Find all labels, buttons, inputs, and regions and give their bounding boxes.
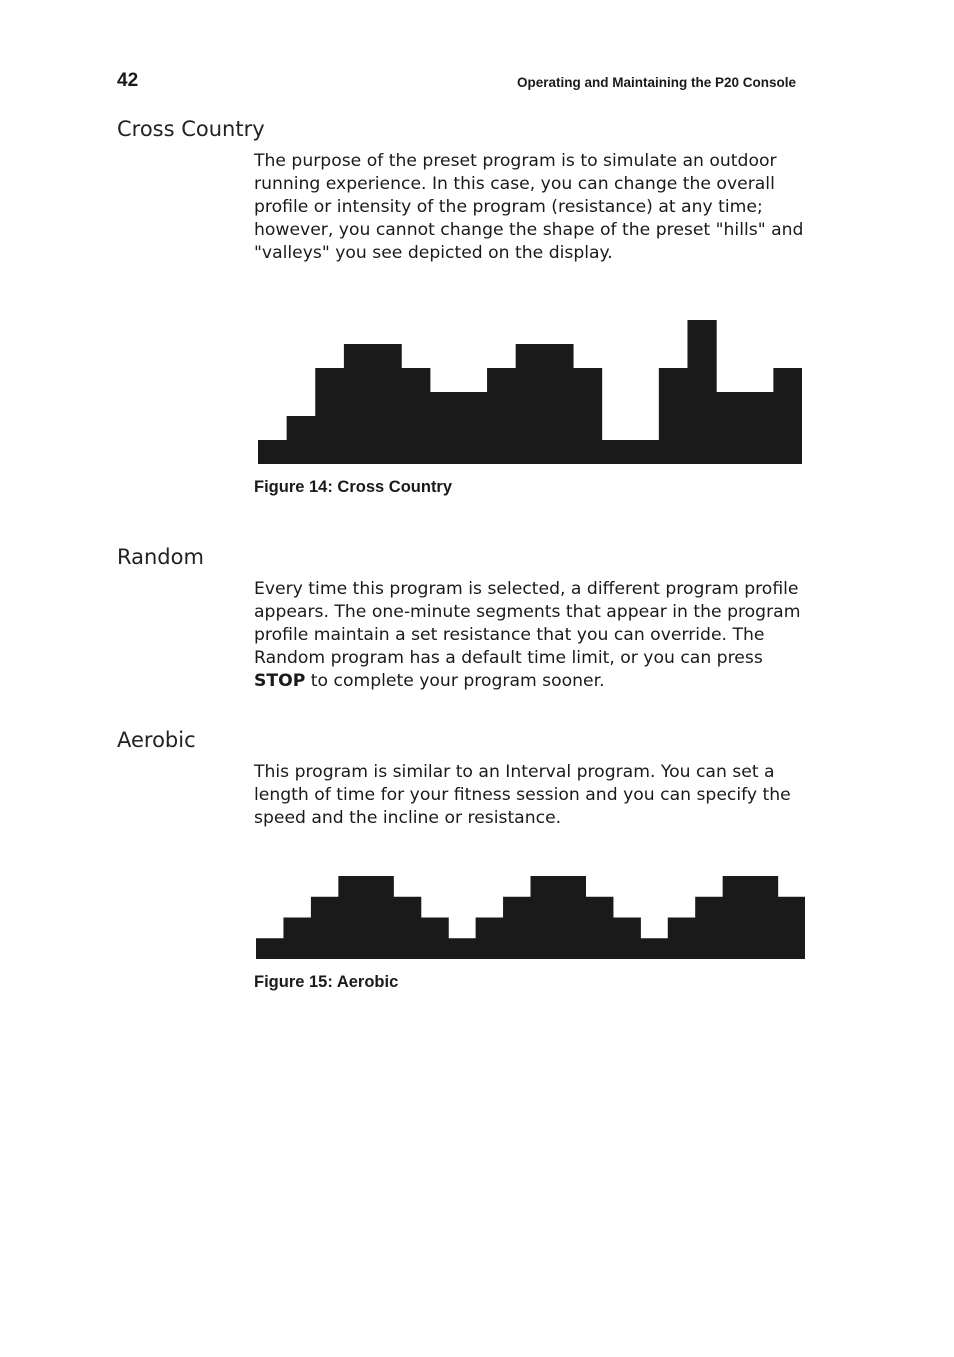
aerobic-bar-15 (640, 938, 668, 959)
cross-country-bar-16 (687, 320, 716, 464)
aerobic-bar-1 (256, 938, 284, 959)
aerobic-bar-5 (366, 876, 394, 959)
aerobic-bar-19 (750, 876, 778, 959)
aerobic-bar-9 (476, 918, 504, 960)
aerobic-bar-16 (668, 918, 696, 960)
cross-country-bar-12 (573, 368, 602, 464)
cross-country-bar-15 (659, 368, 688, 464)
cross-country-bar-3 (315, 368, 344, 464)
cross-country-bar-5 (373, 344, 402, 464)
stop-key-label: STOP (254, 671, 306, 691)
aerobic-bar-7 (421, 918, 449, 960)
cross-country-bar-8 (458, 392, 487, 464)
cross-country-bar-10 (516, 344, 545, 464)
aerobic-bar-13 (585, 897, 613, 959)
aerobic-bar-8 (448, 938, 476, 959)
running-header: Operating and Maintaining the P20 Console (516, 75, 796, 90)
aerobic-bar-17 (695, 897, 723, 959)
aerobic-paragraph: This program is similar to an Interval program. You can set a length of time for your fitness session and you can specify the speed and the incline or resistance. (254, 762, 791, 828)
cross-country-bar-2 (287, 416, 316, 464)
cross-country-bar-4 (344, 344, 373, 464)
cross-country-bar-7 (430, 392, 459, 464)
figure-14-caption: Figure 14: Cross Country (254, 478, 453, 496)
random-paragraph-text-end: to complete your program sooner. (305, 671, 605, 691)
aerobic-profile-chart (256, 876, 805, 959)
aerobic-bar-18 (723, 876, 751, 959)
figure-15-caption: Figure 15: Aerobic (254, 973, 399, 991)
aerobic-bar-4 (338, 876, 366, 959)
cross-country-bar-6 (401, 368, 430, 464)
aerobic-bar-10 (503, 897, 531, 959)
aerobic-bar-20 (778, 897, 805, 959)
aerobic-bar-6 (393, 897, 421, 959)
aerobic-bar-3 (311, 897, 339, 959)
aerobic-bar-11 (531, 876, 559, 959)
section-heading-random: Random (117, 545, 204, 569)
section-heading-cross-country: Cross Country (117, 117, 265, 141)
cross-country-bar-9 (487, 368, 516, 464)
cross-country-bar-11 (544, 344, 573, 464)
cross-country-paragraph: The purpose of the preset program is to simulate an outdoor running experience. In this case, you can change the overall profile or intensity of the program (resistance) at any time; however, you cannot change the shape of the preset "hills" and "valleys" you see depicted on the display. (254, 151, 804, 263)
random-paragraph-text: Every time this program is selected, a different program profile appears. The one-minute segments that appear in the program profile maintain a set resistance that you can override. The Random program has a default time limit, or you can press (254, 579, 801, 668)
aerobic-bar-12 (558, 876, 586, 959)
cross-country-bar-1 (258, 440, 287, 464)
cross-country-bar-17 (716, 392, 745, 464)
page-number: 42 (117, 70, 139, 91)
cross-country-bar-13 (602, 440, 631, 464)
cross-country-bar-19 (773, 368, 802, 464)
section-heading-aerobic: Aerobic (117, 728, 196, 752)
cross-country-bar-18 (745, 392, 774, 464)
cross-country-profile-chart (258, 320, 802, 464)
cross-country-bar-14 (630, 440, 659, 464)
aerobic-bar-14 (613, 918, 641, 960)
aerobic-bar-2 (283, 918, 311, 960)
random-paragraph (254, 578, 810, 693)
